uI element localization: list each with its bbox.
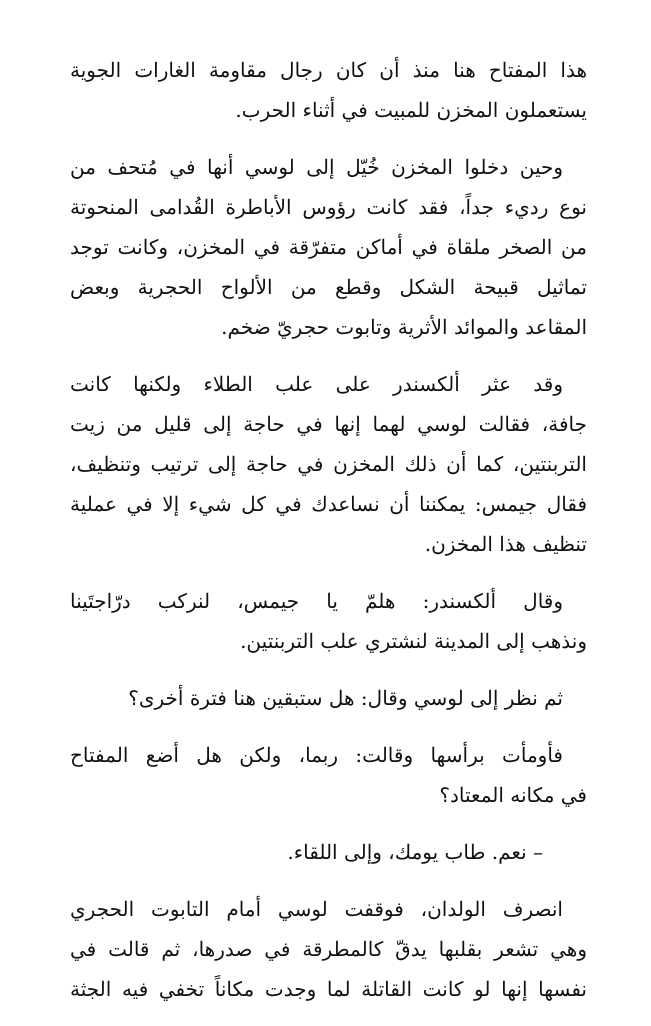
text-line: وقال ألكسندر: هلمّ يا جيمس، لنركب درّاجتَينا <box>70 589 563 613</box>
dialogue-line: – نعم. طاب يومك، وإلى اللقاء. <box>287 840 543 864</box>
text-line: ثم نظر إلى لوسي وقال: هل ستبقين هنا فترة أخرى؟ <box>128 686 563 710</box>
book-page <box>70 50 587 1026</box>
text-line: تنظيف هذا المخزن. <box>424 532 587 556</box>
text-line: وحين دخلوا المخزن خُيّل إلى لوسي أنها في مُتحف من <box>70 155 563 179</box>
text-line: تماثيل قبيحة الشكل وقطع من الألواح الحجرية وبعض <box>70 275 587 299</box>
text-line: انصرف الولدان، فوقفت لوسي أمام التابوت الحجري <box>70 897 563 921</box>
text-line: التربنتين، كما أن ذلك المخزن في حاجة إلى ترتيب وتنظيف، <box>70 452 587 476</box>
text-line: جافة، فقالت لوسي لهما إنها في حاجة إلى قليل من زيت <box>70 412 587 436</box>
text-line: يستعملون المخزن للمبيت في أثناء الحرب. <box>235 98 587 122</box>
text-line: فقال جيمس: يمكننا أن نساعدك في كل شيء إلا في عملية <box>70 492 587 516</box>
text-line: نوع رديء جداً، فقد كانت رؤوس الأباطرة القُدامى المنحوتة <box>70 195 587 219</box>
paragraph-8 <box>70 889 587 1009</box>
text-line: نفسها إنها لو كانت القاتلة لما وجدت مكاناً تخفي فيه الجثة <box>70 977 588 1001</box>
text-line: في مكانه المعتاد؟ <box>439 783 587 807</box>
text-line: من الصخر ملقاة في أماكن متفرّقة في المخزن، وكانت توجد <box>70 235 587 259</box>
text-line: فأومأت برأسها وقالت: ربما، ولكن هل أضع المفتاح <box>70 743 563 767</box>
paragraph-6 <box>70 735 587 815</box>
paragraph-1 <box>70 50 587 130</box>
paragraph-5 <box>70 678 587 718</box>
text-line: ونذهب إلى المدينة لنشتري علب التربنتين. <box>240 629 587 653</box>
text-line: وهي تشعر بقلبها يدقّ كالمطرقة في صدرها، ثم قالت في <box>70 937 587 961</box>
paragraph-2 <box>70 147 587 347</box>
paragraph-7 <box>70 832 587 872</box>
text-line: وقد عثر ألكسندر على علب الطلاء ولكنها كانت <box>70 372 563 396</box>
text-line: هذا المفتاح هنا منذ أن كان رجال مقاومة الغارات الجوية <box>70 58 588 82</box>
paragraph-4 <box>70 581 587 661</box>
paragraph-3 <box>70 364 587 564</box>
text-line: المقاعد والموائد الأثرية وتابوت حجريّ ضخم. <box>221 315 587 339</box>
